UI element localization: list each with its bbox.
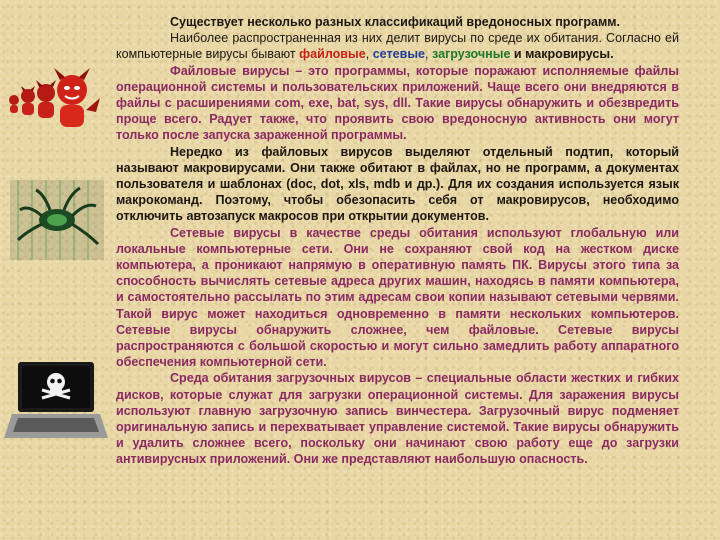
- heading-paragraph: [116, 14, 679, 30]
- separator: ,: [365, 47, 373, 62]
- laptop-keyboard: [4, 414, 108, 438]
- separator: ,: [425, 47, 433, 62]
- file-viruses-text: Файловые вирусы – это программы, которые поражают исполняемые файлы операционной системы и пользовательских приложений. Чаще всего они внедряются в файлы с расширениями com, exe, bat, sys, dll. Такие вирусы обнаружить и обезвредить проще всего. Радует также, что проявить свою вредоносную активность они могут только после запуска зараженной программы.: [116, 63, 679, 143]
- boot-viruses-term: загрузочные: [432, 47, 511, 62]
- main-text: [116, 14, 679, 468]
- network-viruses-term: сетевые: [372, 47, 426, 62]
- devil-figure-medium: [36, 80, 56, 118]
- devil-figure-large: [54, 68, 100, 127]
- red-devils-image: [4, 60, 108, 136]
- boot-viruses-text: Среда обитания загрузочных вирусов – специальные области жестких и гибких дисков, которые служат для загрузки операционной системы. Для заражения вирусы используют главную загрузочную запись винчестера. Загрузочный вирус подменяет оригинальную запись и перехватывает управление системой. Такие вирусы обнаружить и удалить сложнее всего, поскольку они начинают свою работу еще до загрузки антивирусных приложений. Они же представляют наибольшую опасность.: [116, 371, 679, 467]
- laptop-skull-image: [4, 358, 108, 446]
- devil-figure-small-1: [9, 95, 19, 113]
- green-virus-spider-image: [10, 180, 104, 260]
- file-viruses-paragraph: [116, 63, 679, 144]
- classification-paragraph: [116, 30, 679, 62]
- heading-text: Существует несколько разных классификаций вредоносных программ.: [170, 15, 621, 29]
- classification-intro: Наиболее распространенная из них делит вирусы по среде их обитания. Согласно ей компьютерные вирусы бывают: [116, 31, 679, 62]
- macro-viruses-paragraph: [116, 144, 679, 225]
- macro-viruses-text: Нередко из файловых вирусов выделяют отдельный подтип, который называют макровирусами. Они также обитают в файлах, но не программ, а документах пользователя и шаблонах (doc, dot, xls, mdb и др.). Для их создания используется язык макрокоманд. Поэтому, чтобы обезопасить себя от макровирусов, необходимо отключить автозапуск макросов при открытии документов.: [116, 144, 679, 224]
- boot-viruses-paragraph: [116, 370, 679, 467]
- classification-ending: и макровирусы.: [510, 47, 614, 62]
- file-viruses-term: файловые: [299, 47, 366, 62]
- devil-figure-small-2: [21, 86, 35, 115]
- network-viruses-text: Сетевые вирусы в качестве среды обитания используют глобальную или локальные компьютерные сети. Они не сохраняют свой код на жестком диске компьютера, а проникают напрямую в оперативную память ПК. Вирусы этого типа за способность вычислять сетевые адреса других машин, находясь в памяти компьютера, и самостоятельно рассылать по этим адресам свои копии называют сетевыми червями. Такой вирус может находиться одновременно в памяти нескольких компьютеров. Сетевые вирусы обнаружить сложнее, чем файловые. Сетевые вирусы распространяются с большой скоростью и могут сильно замедлить работу аппаратного обеспечения компьютерной сети.: [116, 225, 679, 370]
- network-viruses-paragraph: [116, 225, 679, 371]
